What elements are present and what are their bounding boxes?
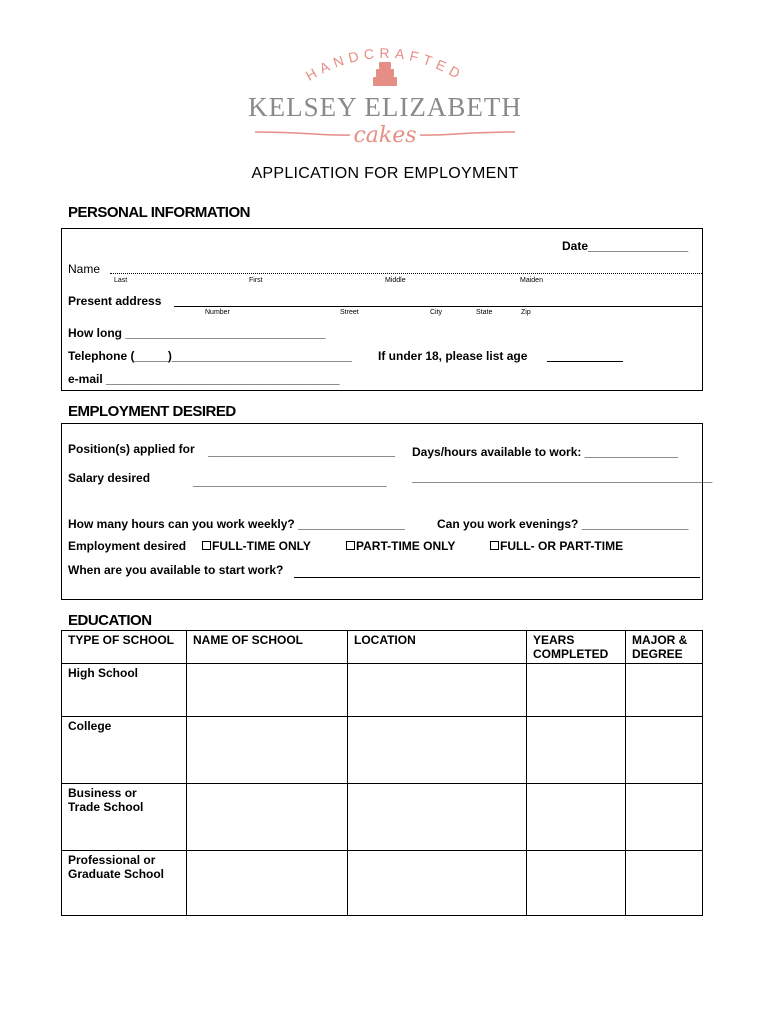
cell-input[interactable] <box>187 717 348 784</box>
row-type: Professional or Graduate School <box>62 851 187 916</box>
cell-input[interactable] <box>527 851 626 916</box>
cell-input[interactable] <box>348 664 527 717</box>
col-location: LOCATION <box>348 631 527 664</box>
personal-section-title: PERSONAL INFORMATION <box>68 204 250 221</box>
cell-input[interactable] <box>348 717 527 784</box>
cell-input[interactable] <box>348 784 527 851</box>
email-field[interactable]: e-mail ___________________________________ <box>68 372 340 386</box>
option-part-time-label: PART-TIME ONLY <box>356 539 456 553</box>
under18-label: If under 18, please list age <box>378 349 528 363</box>
addr-sub-state: State <box>476 309 493 316</box>
salary-field[interactable]: _____________________________ <box>193 474 387 488</box>
name-label: Name <box>68 262 101 276</box>
position-label: Position(s) applied for <box>68 442 195 456</box>
option-full-or-part-time-label: FULL- OR PART-TIME <box>500 539 624 553</box>
option-part-time[interactable] <box>346 539 455 553</box>
table-row <box>62 851 703 916</box>
cell-input[interactable] <box>626 664 703 717</box>
logo-arc <box>290 40 480 100</box>
option-full-time[interactable] <box>202 539 311 553</box>
row-type: Business or Trade School <box>62 784 187 851</box>
start-field[interactable] <box>294 577 700 578</box>
days-hours-field[interactable]: Days/hours available to work: ______________ <box>412 445 679 459</box>
cell-input[interactable] <box>348 851 527 916</box>
addr-sub-zip: Zip <box>521 309 531 316</box>
cell-input[interactable] <box>187 784 348 851</box>
table-row <box>62 784 703 851</box>
checkbox-icon[interactable] <box>346 541 355 550</box>
telephone-field[interactable]: Telephone (_____)___________________________ <box>68 349 353 363</box>
document-title: APPLICATION FOR EMPLOYMENT <box>251 165 519 182</box>
addr-sub-street: Street <box>340 309 359 316</box>
option-full-time-label: FULL-TIME ONLY <box>212 539 311 553</box>
col-type: TYPE OF SCHOOL <box>62 631 187 664</box>
col-name: NAME OF SCHOOL <box>187 631 348 664</box>
name-sub-middle: Middle <box>385 277 406 284</box>
logo-arc-text: HANDCRAFTED <box>302 44 468 84</box>
position-field[interactable]: ____________________________ <box>208 444 395 458</box>
employment-box <box>61 423 713 600</box>
name-field[interactable] <box>110 273 702 274</box>
name-sub-first: First <box>249 277 263 284</box>
present-address-label: Present address <box>68 294 162 308</box>
logo-script-text: cakes <box>353 123 417 148</box>
employment-section-title: EMPLOYMENT DESIRED <box>68 403 236 420</box>
cell-input[interactable] <box>527 784 626 851</box>
cell-input[interactable] <box>626 717 703 784</box>
present-address-field[interactable] <box>174 306 702 307</box>
cake-icon <box>373 62 397 86</box>
days-hours-field-2[interactable]: _____________________________________________ <box>412 470 713 484</box>
cell-input[interactable] <box>187 664 348 717</box>
table-row <box>62 664 703 717</box>
col-major: MAJOR & DEGREE <box>626 631 703 664</box>
education-section-title: EDUCATION <box>68 612 152 629</box>
name-sub-last: Last <box>114 277 128 284</box>
checkbox-icon[interactable] <box>202 541 211 550</box>
hours-weekly-field[interactable]: How many hours can you work weekly? ________________ <box>68 517 405 531</box>
col-years: YEARS COMPLETED <box>527 631 626 664</box>
addr-sub-number: Number <box>205 309 230 316</box>
cell-input[interactable] <box>527 717 626 784</box>
education-table <box>61 630 703 916</box>
logo-cakes-script <box>235 118 535 154</box>
date-field[interactable]: Date_______________ <box>562 239 689 253</box>
start-label: When are you available to start work? <box>68 563 284 577</box>
employment-desired-label: Employment desired <box>68 539 187 553</box>
table-header-row <box>62 631 703 664</box>
cell-input[interactable] <box>187 851 348 916</box>
checkbox-icon[interactable] <box>490 541 499 550</box>
name-sub-maiden: Maiden <box>520 277 543 284</box>
cell-input[interactable] <box>527 664 626 717</box>
option-full-or-part-time[interactable] <box>490 539 623 553</box>
how-long-field[interactable]: How long ______________________________ <box>68 326 326 340</box>
evenings-field[interactable]: Can you work evenings? ________________ <box>437 517 689 531</box>
under18-age-field[interactable] <box>547 361 623 362</box>
cell-input[interactable] <box>626 784 703 851</box>
table-row <box>62 717 703 784</box>
cell-input[interactable] <box>626 851 703 916</box>
row-type: High School <box>62 664 187 717</box>
logo-brand-name: KELSEY ELIZABETH <box>248 92 522 122</box>
row-type: College <box>62 717 187 784</box>
addr-sub-city: City <box>430 309 443 316</box>
personal-box <box>61 228 703 391</box>
salary-label: Salary desired <box>68 471 151 485</box>
